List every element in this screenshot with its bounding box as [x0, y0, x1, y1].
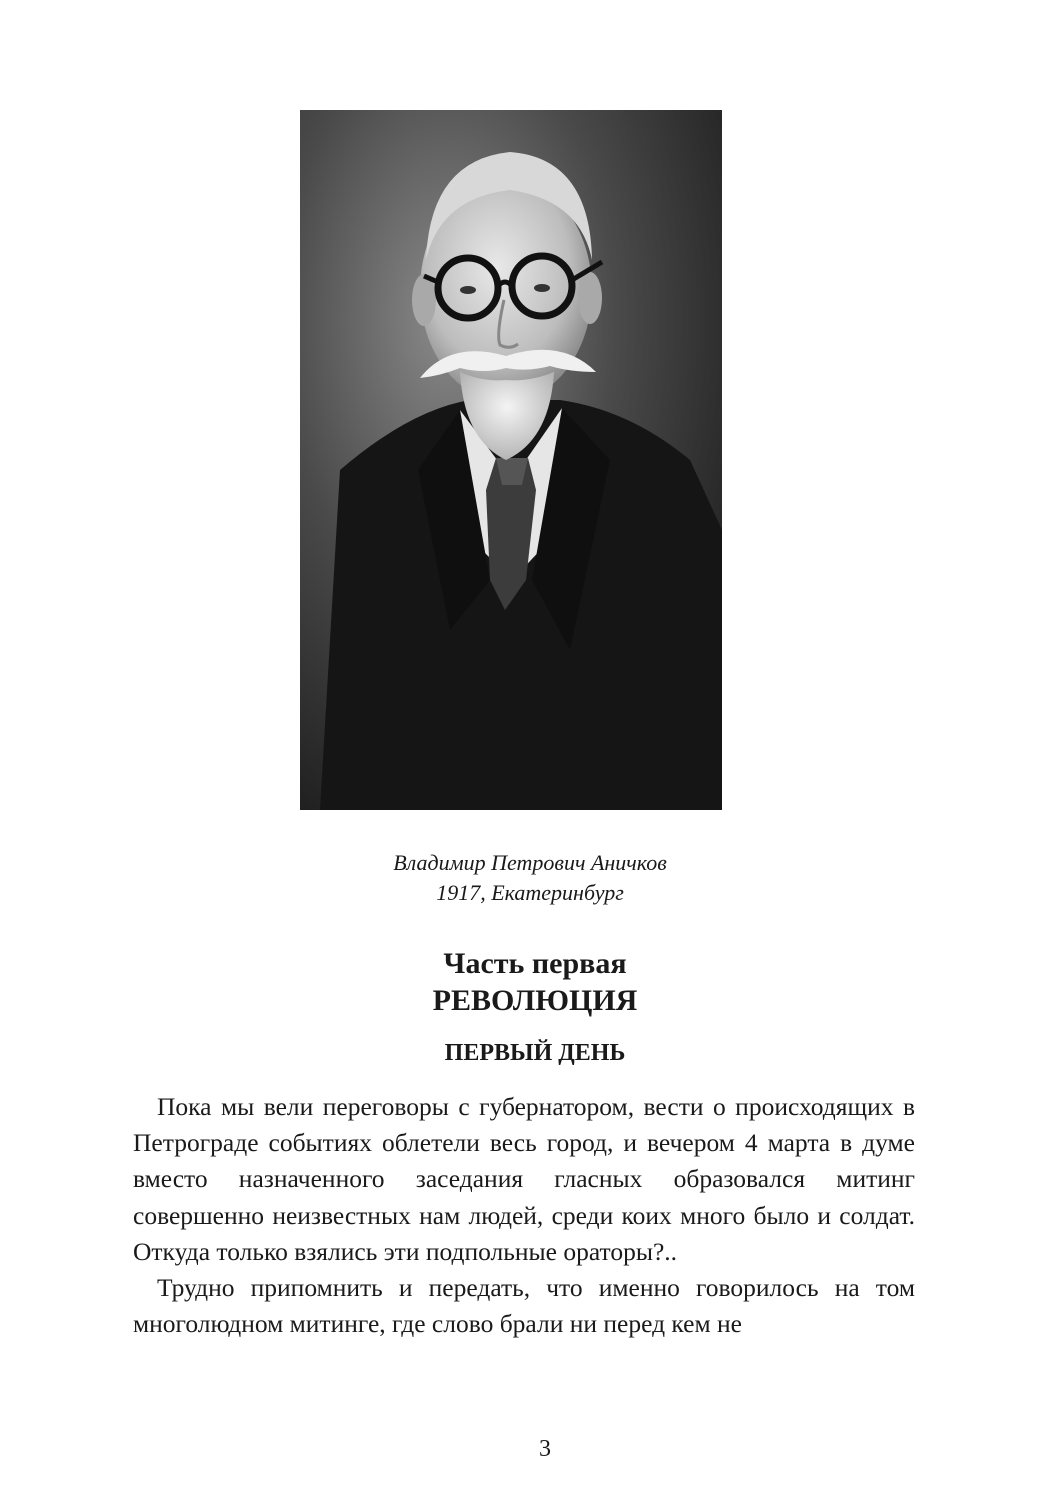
- body-text: [133, 1089, 915, 1342]
- photo-caption-place: 1917, Екатеринбург: [436, 880, 624, 905]
- part-title: РЕВОЛЮЦИЯ: [432, 984, 638, 1017]
- portrait-photo: [300, 110, 722, 810]
- chapter-title: ПЕРВЫЙ ДЕНЬ: [444, 1040, 626, 1066]
- page-number: 3: [539, 1436, 551, 1462]
- part-label: Часть первая: [443, 947, 627, 980]
- paragraph: Трудно припомнить и передать, что именно говорилось на том многолюдном митинге, где слово брали ни перед кем не: [133, 1273, 915, 1339]
- paragraph: Пока мы вели переговоры с губернатором, вести о происходящих в Петрограде событиях облетели весь город, и вечером 4 марта в думе вместо назначенного заседания гласных образовался митинг совершенно неизвестных нам людей, среди коих много было и солдат. Откуда только взялись эти подпольные ораторы?..: [133, 1092, 915, 1266]
- photo-caption-name: Владимир Петрович Аничков: [393, 850, 667, 875]
- portrait-image: [300, 110, 722, 810]
